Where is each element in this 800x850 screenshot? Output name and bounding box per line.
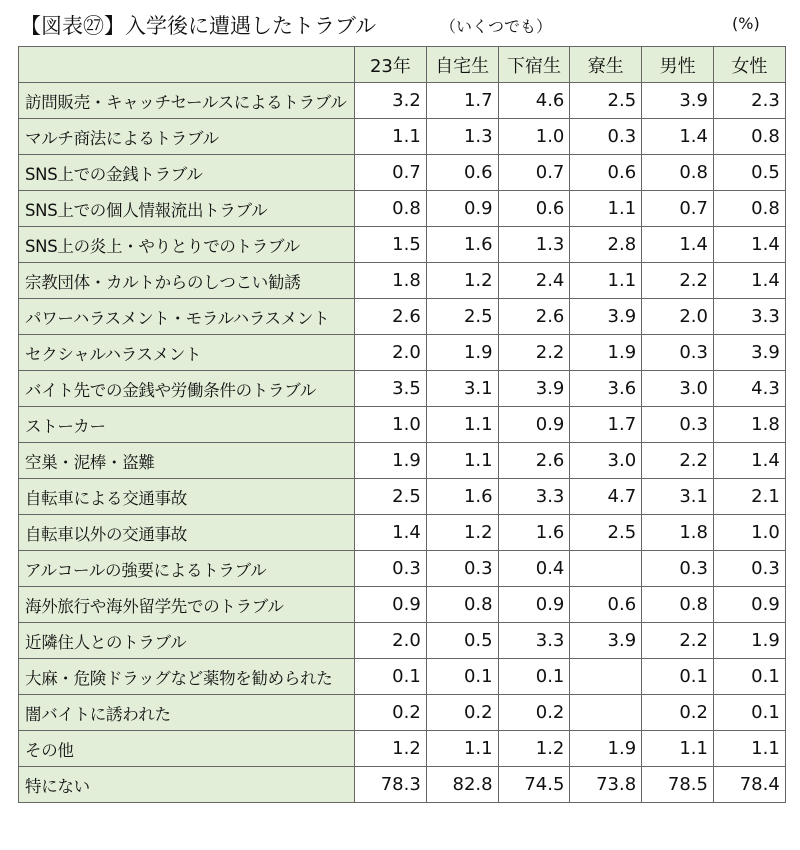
value-cell: 1.8 [642, 515, 714, 551]
value-cell: 3.9 [642, 83, 714, 119]
value-cell: 1.1 [642, 731, 714, 767]
table-row [19, 515, 786, 551]
value-cell: 0.2 [426, 695, 498, 731]
table-row [19, 587, 786, 623]
column-header: 下宿生 [498, 47, 570, 83]
column-header: 23年 [355, 47, 427, 83]
value-cell: 1.1 [570, 191, 642, 227]
value-cell: 4.3 [713, 371, 785, 407]
value-cell: 1.2 [426, 515, 498, 551]
row-label: バイト先での金銭や労働条件のトラブル [19, 371, 355, 407]
table-row [19, 155, 786, 191]
column-header: 女性 [713, 47, 785, 83]
value-cell: 2.5 [426, 299, 498, 335]
row-label: 大麻・危険ドラッグなど薬物を勧められた [19, 659, 355, 695]
value-cell: 0.5 [713, 155, 785, 191]
row-label: 闇バイトに誘われた [19, 695, 355, 731]
row-label: SNS上の炎上・やりとりでのトラブル [19, 227, 355, 263]
row-label: SNS上での個人情報流出トラブル [19, 191, 355, 227]
value-cell: 2.1 [713, 479, 785, 515]
value-cell [570, 695, 642, 731]
value-cell: 2.2 [498, 335, 570, 371]
value-cell: 1.5 [355, 227, 427, 263]
value-cell: 0.2 [498, 695, 570, 731]
value-cell: 0.6 [570, 155, 642, 191]
value-cell [570, 659, 642, 695]
table-row [19, 695, 786, 731]
table-row [19, 191, 786, 227]
corner-cell [19, 47, 355, 83]
column-header: 寮生 [570, 47, 642, 83]
value-cell: 0.1 [355, 659, 427, 695]
value-cell: 0.7 [498, 155, 570, 191]
value-cell: 0.3 [642, 551, 714, 587]
row-label: ストーカー [19, 407, 355, 443]
table-row [19, 623, 786, 659]
value-cell: 2.6 [498, 443, 570, 479]
value-cell: 0.4 [498, 551, 570, 587]
table-row [19, 731, 786, 767]
value-cell: 3.0 [570, 443, 642, 479]
value-cell: 0.6 [498, 191, 570, 227]
value-cell: 1.4 [642, 119, 714, 155]
value-cell: 3.3 [498, 623, 570, 659]
value-cell: 1.6 [426, 479, 498, 515]
value-cell: 1.7 [570, 407, 642, 443]
value-cell: 1.9 [713, 623, 785, 659]
row-label: 空巣・泥棒・盗難 [19, 443, 355, 479]
value-cell: 1.1 [426, 443, 498, 479]
value-cell: 0.1 [426, 659, 498, 695]
table-row [19, 119, 786, 155]
value-cell: 1.9 [570, 335, 642, 371]
value-cell: 1.8 [713, 407, 785, 443]
value-cell: 0.1 [498, 659, 570, 695]
value-cell: 2.5 [570, 83, 642, 119]
row-label: 近隣住人とのトラブル [19, 623, 355, 659]
value-cell: 0.1 [642, 659, 714, 695]
value-cell: 3.2 [355, 83, 427, 119]
value-cell: 0.7 [355, 155, 427, 191]
row-label: アルコールの強要によるトラブル [19, 551, 355, 587]
value-cell: 2.2 [642, 443, 714, 479]
value-cell: 0.9 [713, 587, 785, 623]
value-cell: 2.5 [570, 515, 642, 551]
row-label: 自転車による交通事故 [19, 479, 355, 515]
table-body [19, 83, 786, 803]
table-row [19, 443, 786, 479]
figure-header [0, 0, 800, 44]
value-cell: 1.1 [426, 407, 498, 443]
value-cell: 2.6 [355, 299, 427, 335]
value-cell: 4.7 [570, 479, 642, 515]
value-cell [570, 551, 642, 587]
trouble-table [18, 46, 786, 803]
table-row [19, 407, 786, 443]
value-cell: 1.0 [355, 407, 427, 443]
value-cell: 0.8 [426, 587, 498, 623]
value-cell: 1.1 [713, 731, 785, 767]
value-cell: 0.3 [426, 551, 498, 587]
unit-label: (%) [732, 14, 760, 33]
value-cell: 0.3 [570, 119, 642, 155]
value-cell: 1.1 [570, 263, 642, 299]
value-cell: 3.1 [426, 371, 498, 407]
value-cell: 1.4 [713, 227, 785, 263]
table-row [19, 479, 786, 515]
value-cell: 2.0 [642, 299, 714, 335]
value-cell: 2.4 [498, 263, 570, 299]
value-cell: 74.5 [498, 767, 570, 803]
row-label: マルチ商法によるトラブル [19, 119, 355, 155]
table-row [19, 83, 786, 119]
row-label: パワーハラスメント・モラルハラスメント [19, 299, 355, 335]
table-row [19, 551, 786, 587]
header-row [19, 47, 786, 83]
value-cell: 1.0 [498, 119, 570, 155]
row-label: セクシャルハラスメント [19, 335, 355, 371]
value-cell: 0.7 [642, 191, 714, 227]
multiple-answer-note: （いくつでも） [440, 17, 553, 36]
value-cell: 3.1 [642, 479, 714, 515]
value-cell: 1.9 [570, 731, 642, 767]
value-cell: 0.3 [355, 551, 427, 587]
value-cell: 1.1 [426, 731, 498, 767]
value-cell: 3.9 [713, 335, 785, 371]
value-cell: 3.9 [570, 299, 642, 335]
value-cell: 0.9 [426, 191, 498, 227]
value-cell: 0.8 [642, 155, 714, 191]
value-cell: 1.2 [355, 731, 427, 767]
value-cell: 0.5 [426, 623, 498, 659]
value-cell: 4.6 [498, 83, 570, 119]
value-cell: 1.9 [426, 335, 498, 371]
value-cell: 0.1 [713, 695, 785, 731]
value-cell: 2.0 [355, 335, 427, 371]
value-cell: 82.8 [426, 767, 498, 803]
value-cell: 3.9 [498, 371, 570, 407]
value-cell: 3.3 [713, 299, 785, 335]
table-row [19, 335, 786, 371]
table-row [19, 299, 786, 335]
value-cell: 2.5 [355, 479, 427, 515]
value-cell: 3.5 [355, 371, 427, 407]
row-label: 宗教団体・カルトからのしつこい勧誘 [19, 263, 355, 299]
value-cell: 1.9 [355, 443, 427, 479]
row-label: 海外旅行や海外留学先でのトラブル [19, 587, 355, 623]
value-cell: 1.8 [355, 263, 427, 299]
value-cell: 1.3 [498, 227, 570, 263]
value-cell: 1.0 [713, 515, 785, 551]
table-row [19, 227, 786, 263]
value-cell: 3.6 [570, 371, 642, 407]
value-cell: 1.4 [713, 263, 785, 299]
column-header: 自宅生 [426, 47, 498, 83]
value-cell: 0.1 [713, 659, 785, 695]
value-cell: 1.4 [713, 443, 785, 479]
value-cell: 2.6 [498, 299, 570, 335]
value-cell: 0.2 [642, 695, 714, 731]
value-cell: 0.8 [713, 191, 785, 227]
table-row [19, 371, 786, 407]
value-cell: 1.1 [355, 119, 427, 155]
table-row [19, 767, 786, 803]
value-cell: 0.3 [642, 335, 714, 371]
table-row [19, 263, 786, 299]
value-cell: 1.4 [642, 227, 714, 263]
value-cell: 1.6 [426, 227, 498, 263]
value-cell: 73.8 [570, 767, 642, 803]
value-cell: 0.2 [355, 695, 427, 731]
row-label: 自転車以外の交通事故 [19, 515, 355, 551]
value-cell: 2.0 [355, 623, 427, 659]
value-cell: 0.9 [498, 587, 570, 623]
column-header: 男性 [642, 47, 714, 83]
value-cell: 1.2 [498, 731, 570, 767]
value-cell: 1.4 [355, 515, 427, 551]
value-cell: 1.6 [498, 515, 570, 551]
value-cell: 0.8 [355, 191, 427, 227]
value-cell: 1.2 [426, 263, 498, 299]
value-cell: 1.7 [426, 83, 498, 119]
value-cell: 1.3 [426, 119, 498, 155]
value-cell: 0.6 [570, 587, 642, 623]
value-cell: 2.2 [642, 263, 714, 299]
value-cell: 78.3 [355, 767, 427, 803]
value-cell: 2.3 [713, 83, 785, 119]
value-cell: 0.6 [426, 155, 498, 191]
row-label: その他 [19, 731, 355, 767]
value-cell: 0.8 [642, 587, 714, 623]
row-label: 特にない [19, 767, 355, 803]
row-label: SNS上での金銭トラブル [19, 155, 355, 191]
value-cell: 0.3 [713, 551, 785, 587]
figure-title: 【図表㉗】入学後に遭遇したトラブル [20, 14, 377, 38]
table-row [19, 659, 786, 695]
value-cell: 0.8 [713, 119, 785, 155]
value-cell: 78.5 [642, 767, 714, 803]
row-label: 訪問販売・キャッチセールスによるトラブル [19, 83, 355, 119]
value-cell: 0.9 [498, 407, 570, 443]
value-cell: 2.2 [642, 623, 714, 659]
value-cell: 78.4 [713, 767, 785, 803]
value-cell: 0.9 [355, 587, 427, 623]
value-cell: 2.8 [570, 227, 642, 263]
value-cell: 3.3 [498, 479, 570, 515]
value-cell: 0.3 [642, 407, 714, 443]
value-cell: 3.9 [570, 623, 642, 659]
value-cell: 3.0 [642, 371, 714, 407]
